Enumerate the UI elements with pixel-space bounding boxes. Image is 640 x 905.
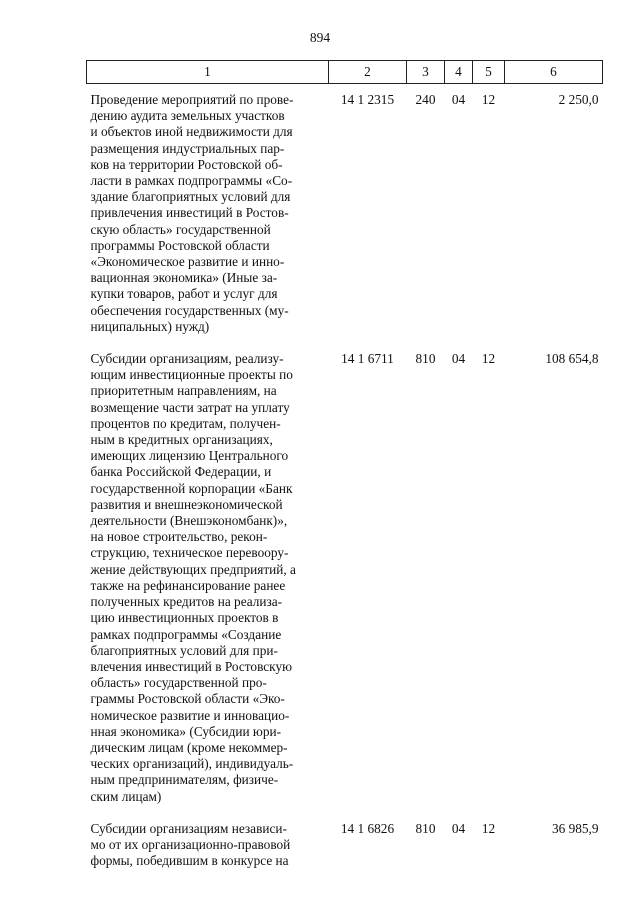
row-subsection: 12 [481, 92, 496, 107]
column-header-5: 5 [473, 61, 505, 84]
column-header-1: 1 [87, 61, 329, 84]
row-target-code: 14 1 6711 [341, 351, 394, 367]
row-description: Проведение мероприятий по прове- дению аудита земельных участков и объектов иной недвижимости для размещения индустриальных пар- ков на территории Ростовской об- ласти в рамках подпрограммы «Со- здание благоприятных условий для привлечения инвестиций в Ростов- скую область» государственной программы Ростовской области «Экономическое развитие и инно- вационная экономика» (Иные за- купки товаров, работ и услуг для обеспечения государственных (му- ниципальных) нужд) [90, 92, 294, 334]
row-expense-type: 810 [415, 351, 436, 367]
row-section: 04 [451, 351, 466, 367]
column-header-4: 4 [445, 61, 473, 84]
row-description: Субсидии организациям независи- мо от их организационно-правовой формы, победившим в конкурсе на [90, 820, 291, 869]
column-header-3: 3 [407, 61, 445, 84]
row-subsection: 12 [481, 351, 496, 367]
row-section: 04 [451, 820, 466, 836]
table-row [87, 345, 603, 815]
column-header-2: 2 [329, 61, 407, 84]
table-row [87, 84, 603, 346]
column-header-6: 6 [505, 61, 603, 84]
budget-table [86, 60, 603, 869]
row-description: Субсидии организациям, реализу- ющим инвестиционные проекты по приоритетным направлениям, на возмещение части затрат на уплату процентов по кредитам, получен- ным в кредитных организациях, имеющих лицензию Центрального банка Российской Федерации, и государственной корпорации «Банк развития и внешнеэкономической деятельности (Внешэкономбанк)», на новое строительство, рекон- струкцию, техническое перевоору- жение действующих предприятий, а также на рефинансирование ранее полученных кредитов на реализа- цию инвестиционных проектов в рамках подпрограммы «Создание благоприятных условий для при- влечения инвестиций в Ростовскую область» государственной про- граммы Ростовской области «Эко- номическое развитие и инновацио- нная экономика» (Субсидии юри- дическим лицам (кроме некоммер- ческих организаций), индивидуаль- ным предпринимателям, физиче- ским лицам) [90, 351, 296, 804]
row-subsection: 12 [481, 820, 496, 836]
row-expense-type: 240 [415, 92, 436, 107]
row-section: 04 [451, 92, 466, 107]
row-amount: 36 985,9 [551, 820, 599, 836]
row-expense-type: 810 [415, 820, 436, 836]
page-number: 894 [309, 30, 331, 45]
row-amount: 2 250,0 [558, 92, 599, 107]
header-row [87, 61, 603, 84]
row-target-code: 14 1 6826 [340, 820, 395, 836]
row-target-code: 14 1 2315 [340, 92, 395, 107]
table-row [87, 815, 603, 870]
table-header [87, 61, 603, 84]
table-body [87, 84, 603, 870]
row-amount: 108 654,8 [545, 351, 599, 367]
